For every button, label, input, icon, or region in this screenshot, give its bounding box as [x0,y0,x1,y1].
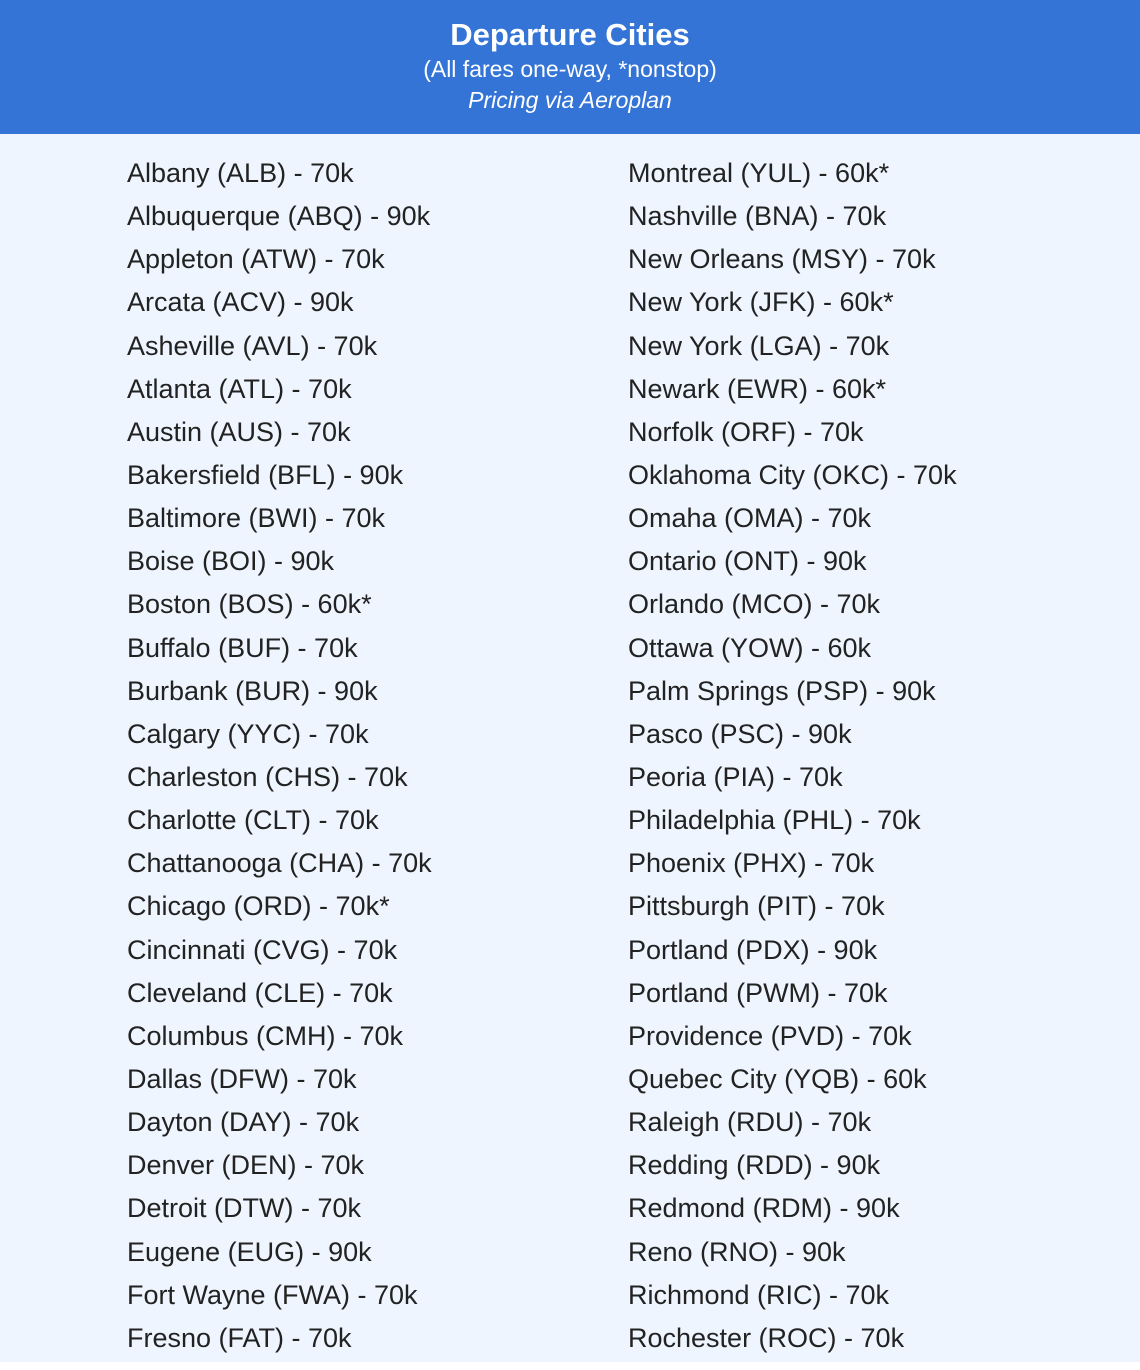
city-item: Raleigh (RDU) - 70k [628,1107,872,1138]
city-item: Denver (DEN) - 70k [127,1150,365,1181]
city-item: Orlando (MCO) - 70k [628,589,881,620]
bottom-edge [0,1362,1140,1370]
city-item: Pittsburgh (PIT) - 70k [628,891,885,922]
city-item: Peoria (PIA) - 70k [628,761,843,792]
city-item: Bakersfield (BFL) - 90k [127,459,404,490]
city-item: Omaha (OMA) - 70k [628,503,872,534]
city-list-left [127,152,432,1360]
city-item: Charlotte (CLT) - 70k [127,805,379,836]
city-item: Fort Wayne (FWA) - 70k [127,1279,418,1310]
city-item: Portland (PDX) - 90k [628,934,878,965]
city-item: Charleston (CHS) - 70k [127,761,408,792]
city-item: Philadelphia (PHL) - 70k [628,805,921,836]
city-item: Baltimore (BWI) - 70k [127,503,386,534]
city-item: Montreal (YUL) - 60k* [628,158,890,188]
city-item: Dayton (DAY) - 70k [127,1107,360,1138]
pricing-note: Pricing via Aeroplan [468,87,672,113]
fare-subtitle: (All fares one-way, *nonstop) [423,56,717,82]
page-title: Departure Cities [450,17,690,52]
city-item: Atlanta (ATL) - 70k [127,373,352,404]
city-item: Norfolk (ORF) - 70k [628,416,864,447]
city-item: Burbank (BUR) - 90k [127,675,378,706]
city-item: Albany (ALB) - 70k [127,158,354,188]
city-item: Eugene (EUG) - 90k [127,1236,372,1267]
city-item: Phoenix (PHX) - 70k [628,848,875,879]
city-item: New Orleans (MSY) - 70k [628,244,936,275]
city-item: Cleveland (CLE) - 70k [127,977,393,1008]
city-item: Cincinnati (CVG) - 70k [127,934,398,965]
city-item: Boise (BOI) - 90k [127,546,335,577]
city-item: Albuquerque (ABQ) - 90k [127,201,431,232]
city-item: Quebec City (YQB) - 60k [628,1063,927,1094]
city-item: New York (LGA) - 70k [628,330,890,361]
city-item: Redmond (RDM) - 90k [628,1193,900,1224]
city-list-right [628,152,957,1360]
city-item: Fresno (FAT) - 70k [127,1322,352,1353]
city-item: Arcata (ACV) - 90k [127,287,354,318]
city-item: Austin (AUS) - 70k [127,416,351,447]
header-banner [0,0,1140,134]
city-item: Providence (PVD) - 70k [628,1020,912,1051]
city-item: Redding (RDD) - 90k [628,1150,881,1181]
city-item: Detroit (DTW) - 70k [127,1193,362,1224]
city-item: Ottawa (YOW) - 60k [628,632,872,663]
city-item: Rochester (ROC) - 70k [628,1322,905,1353]
city-item: Ontario (ONT) - 90k [628,546,867,577]
city-item: Nashville (BNA) - 70k [628,201,887,232]
city-item: Buffalo (BUF) - 70k [127,632,358,663]
city-item: Columbus (CMH) - 70k [127,1020,404,1051]
city-item: Portland (PWM) - 70k [628,977,888,1008]
city-item: Asheville (AVL) - 70k [127,330,378,361]
city-item: Calgary (YYC) - 70k [127,718,369,749]
city-item: Dallas (DFW) - 70k [127,1063,357,1094]
city-item: Chattanooga (CHA) - 70k [127,848,432,879]
city-item: Reno (RNO) - 90k [628,1236,846,1267]
city-item: Appleton (ATW) - 70k [127,244,385,275]
city-item: Pasco (PSC) - 90k [628,718,852,749]
city-item: Richmond (RIC) - 70k [628,1279,890,1310]
city-item: Palm Springs (PSP) - 90k [628,675,936,706]
city-item: Chicago (ORD) - 70k* [127,891,390,922]
city-item: New York (JFK) - 60k* [628,287,894,318]
city-item: Newark (EWR) - 60k* [628,373,887,404]
city-item: Oklahoma City (OKC) - 70k [628,459,957,490]
city-item: Boston (BOS) - 60k* [127,589,372,620]
